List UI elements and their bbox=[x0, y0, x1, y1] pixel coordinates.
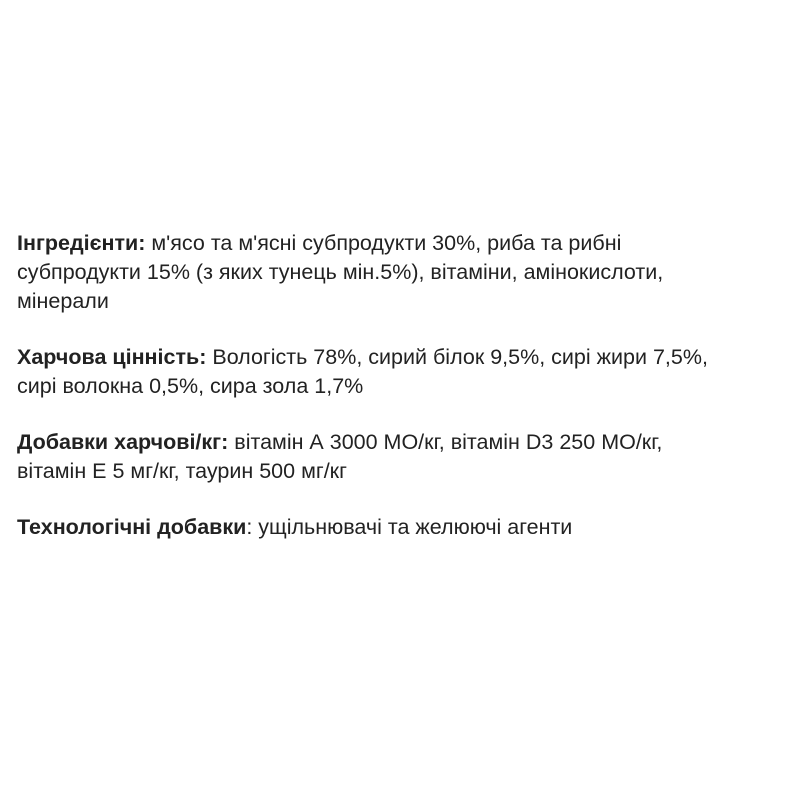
nutrition-paragraph bbox=[17, 343, 737, 401]
ingredients-label: Інгредієнти: bbox=[17, 231, 146, 255]
additives-text: вітамін А 3000 МО/кг, вітамін D3 250 МО/кг, вітамін Е 5 мг/кг, таурин 500 мг/кг bbox=[17, 430, 663, 483]
ingredients-paragraph bbox=[17, 229, 737, 316]
additives-label: Добавки харчові/кг: bbox=[17, 430, 229, 454]
ingredients-text: м'ясо та м'ясні субпродукти 30%, риба та рибні субпродукти 15% (з яких тунець мін.5%), вітаміни, амінокислоти, мінерали bbox=[17, 231, 664, 313]
product-composition bbox=[17, 229, 737, 569]
additives-paragraph bbox=[17, 428, 737, 486]
tech-additives-paragraph bbox=[17, 513, 737, 542]
nutrition-label: Харчова цінність: bbox=[17, 345, 207, 369]
tech-additives-text: : ущільнювачі та желюючі агенти bbox=[246, 515, 573, 539]
nutrition-text: Вологість 78%, сирий білок 9,5%, сирі жири 7,5%, сирі волокна 0,5%, сира зола 1,7% bbox=[17, 345, 708, 398]
tech-additives-label: Технологічні добавки bbox=[17, 515, 247, 539]
